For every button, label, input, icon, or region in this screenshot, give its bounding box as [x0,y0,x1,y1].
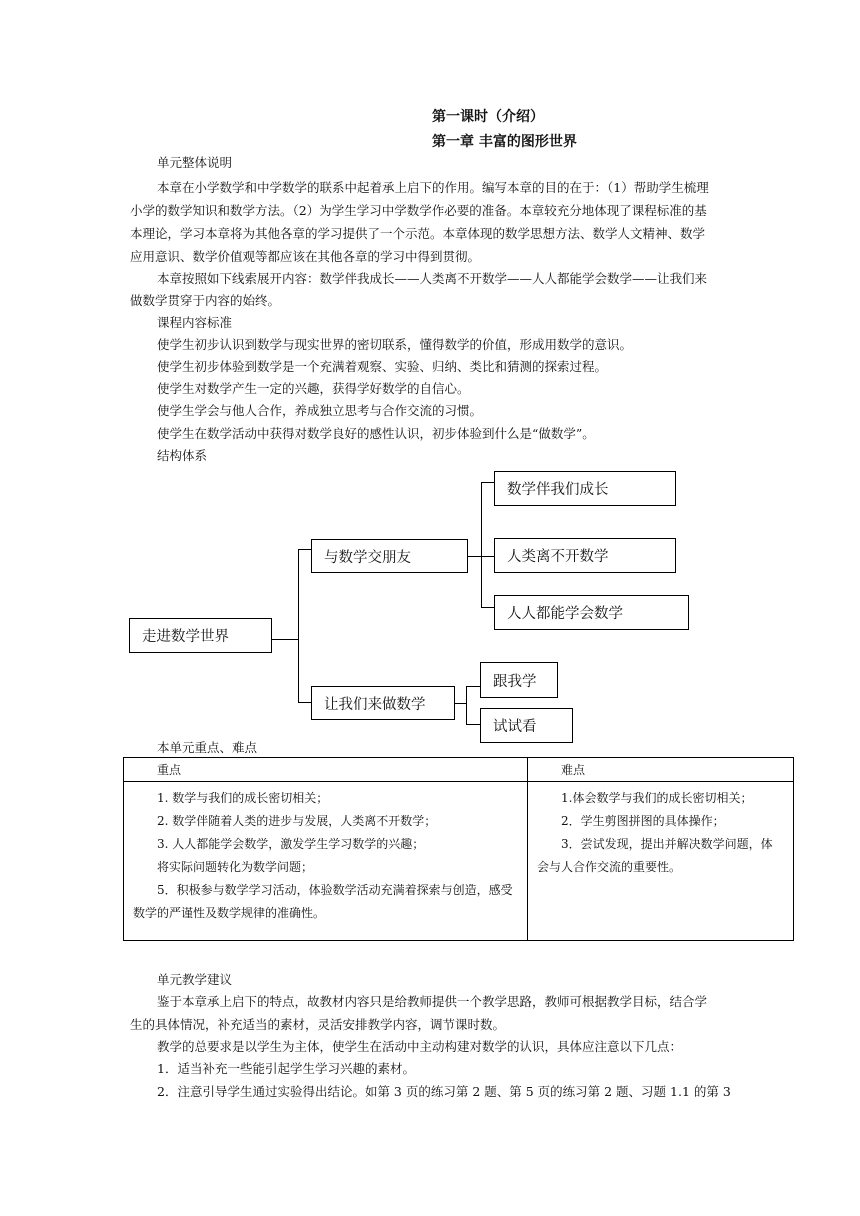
key-item: 2. 数学伴随着人类的进步与发展，人类离不开数学； [157,814,437,828]
difficult-cell [528,782,794,941]
lesson-title: 第一课时（介绍） [432,109,544,125]
key-item: 1. 数学与我们的成长密切相关； [157,791,329,805]
overview-line: 本章按照如下线索展开内容：数学伴我成长——人类离不开数学——人人都能学会数学——让我们来 [157,271,708,286]
connector-line [481,607,494,608]
connector-line [468,556,482,557]
overview-line: 做数学贯穿于内容的始终。 [130,293,281,308]
key-cell [124,782,528,941]
key-item: 将实际问题转化为数学问题； [157,860,314,874]
suggestions-heading: 单元教学建议 [157,972,233,987]
overview-line: 小学的数学知识和数学方法。（2）为学生学习中学数学作必要的准备。本章较充分地体现了课程标准的基 [130,203,707,218]
suggestions-line: 1．适当补充一些能引起学生学习兴趣的素材。 [157,1061,415,1076]
key-item: 5．积极参与数学学习活动，体验数学活动充满着探索与创造，感受数学的严谨性及数学规律的准确性。 [133,883,513,920]
diagram-leaf-node: 试试看 [480,708,573,743]
standards-item: 使学生对数学产生一定的兴趣，获得学好数学的自信心。 [157,381,470,396]
diagram-branch1-node: 与数学交朋友 [311,539,468,573]
suggestions-line: 鉴于本章承上启下的特点，故教材内容只是给教师提供一个教学思路，教师可根据教学目标，结合学 [157,994,708,1009]
standards-item: 使学生学会与他人合作，养成独立思考与合作交流的习惯。 [157,403,483,418]
diagram-leaf-node: 人人都能学会数学 [494,595,689,630]
diagram-leaf-node: 跟我学 [480,662,558,698]
diagram-root-node: 走进数学世界 [129,618,272,653]
standards-heading: 课程内容标准 [157,315,233,330]
suggestions-line: 教学的总要求是以学生为主体，使学生在活动中主动构建对数学的认识，具体应注意以下几点： [157,1039,683,1054]
suggestions-line: 2．注意引导学生通过实验得出结论。如第 3 页的练习第 2 题、第 5 页的练习第 2 题、习题 1.1 的第 3 [157,1084,731,1099]
connector-line [298,549,311,550]
overview-line: 本章在小学数学和中学数学的联系中起着承上启下的作用。编写本章的目的在于：（1）帮助学生梳理 [157,180,709,195]
keypoints-heading: 本单元重点、难点 [157,740,258,755]
difficult-item: 1.体会数学与我们的成长密切相关； [561,791,753,805]
overview-line: 本理论，学习本章将为其他各章的学习提供了一个示范。本章体现的数学思想方法、数学人文精神、数学 [130,226,706,241]
difficult-item: 3．尝试发现，提出并解决数学问题，体会与人合作交流的重要性。 [537,837,773,874]
standards-item: 使学生初步认识到数学与现实世界的密切联系，懂得数学的价值，形成用数学的意识。 [157,337,633,352]
standards-item: 使学生初步体验到数学是一个充满着观察、实验、归纳、类比和猜测的探索过程。 [157,359,608,374]
connector-line [481,482,482,608]
connector-line [466,686,467,725]
connector-line [481,556,494,557]
suggestions-line: 生的具体情况，补充适当的素材，灵活安排教学内容，调节课时数。 [130,1017,506,1032]
chapter-title: 第一章 丰富的图形世界 [432,134,577,150]
connector-line [466,686,480,687]
connector-line [466,724,480,725]
connector-line [272,639,299,640]
connector-line [298,702,311,703]
diagram-leaf-node: 人类离不开数学 [494,538,676,573]
key-item: 3. 人人都能学会数学，激发学生学习数学的兴趣； [157,837,425,851]
overview-heading: 单元整体说明 [157,155,233,170]
table-header-key: 重点 [124,758,528,782]
connector-line [481,482,494,483]
keypoints-table [123,757,794,941]
diagram-leaf-node: 数学伴我们成长 [494,471,676,506]
standards-item: 使学生在数学活动中获得对数学良好的感性认识，初步体验到什么是“做数学”。 [157,426,595,441]
table-header-difficult: 难点 [528,758,794,782]
connector-line [298,549,299,703]
structure-heading: 结构体系 [157,448,208,463]
overview-line: 应用意识、数学价值观等都应该在其他各章的学习中得到贯彻。 [130,249,481,264]
difficult-item: 2．学生剪图拼图的具体操作； [561,814,725,828]
diagram-branch2-node: 让我们来做数学 [311,686,455,720]
